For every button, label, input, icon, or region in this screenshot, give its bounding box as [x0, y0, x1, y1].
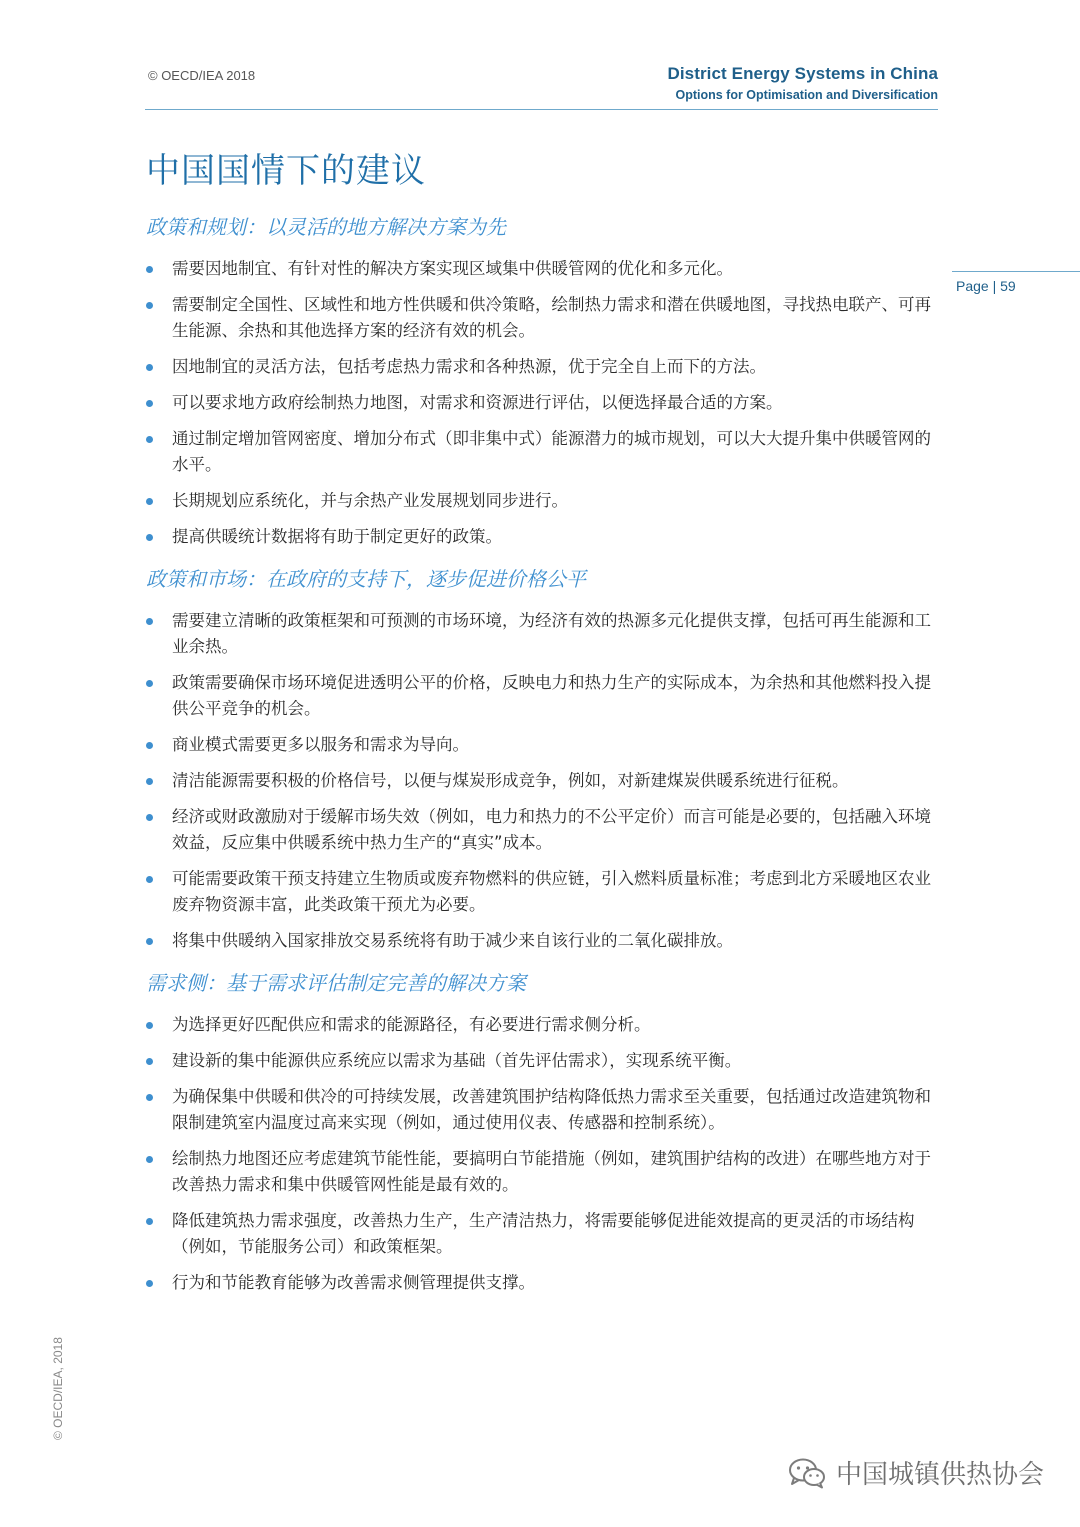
section-heading: 政策和规划：以灵活的地方解决方案为先	[146, 215, 506, 239]
list-item: 降低建筑热力需求强度，改善热力生产，生产清洁热力，将需要能够促进能效提高的更灵活的市场结构（例如，节能服务公司）和政策框架。	[146, 1208, 942, 1260]
list-item: 需要因地制宜、有针对性的解决方案实现区域集中供暖管网的优化和多元化。	[146, 256, 942, 282]
bullet-icon	[146, 1058, 153, 1065]
document-title: District Energy Systems in China	[667, 64, 938, 83]
bullet-icon	[146, 302, 153, 309]
wechat-icon	[788, 1457, 826, 1489]
bullet-icon	[146, 1094, 153, 1101]
section-policy-planning	[146, 212, 942, 550]
list-item: 建设新的集中能源供应系统应以需求为基础（首先评估需求），实现系统平衡。	[146, 1048, 942, 1074]
list-item: 需要制定全国性、区域性和地方性供暖和供冷策略，绘制热力需求和潜在供暖地图，寻找热电联产、可再生能源、余热和其他选择方案的经济有效的机会。	[146, 292, 942, 344]
bullet-icon	[146, 1280, 153, 1287]
bullet-icon	[146, 680, 153, 687]
list-item: 清洁能源需要积极的价格信号，以便与煤炭形成竞争，例如，对新建煤炭供暖系统进行征税。	[146, 768, 942, 794]
bullet-list	[146, 608, 942, 954]
section-demand-side	[146, 968, 942, 1296]
bullet-icon	[146, 436, 153, 443]
list-item: 行为和节能教育能够为改善需求侧管理提供支撑。	[146, 1270, 942, 1296]
bullet-icon	[146, 618, 153, 625]
bullet-icon	[146, 778, 153, 785]
document-header	[667, 64, 938, 102]
list-item: 提高供暖统计数据将有助于制定更好的政策。	[146, 524, 942, 550]
bullet-list	[146, 256, 942, 550]
bullet-icon	[146, 1218, 153, 1225]
list-item: 需要建立清晰的政策框架和可预测的市场环境，为经济有效的热源多元化提供支撑，包括可再生能源和工业余热。	[146, 608, 942, 660]
list-item: 政策需要确保市场环境促进透明公平的价格，反映电力和热力生产的实际成本，为余热和其他燃料投入提供公平竞争的机会。	[146, 670, 942, 722]
page-number: Page | 59	[956, 278, 1016, 294]
list-item: 为选择更好匹配供应和需求的能源路径，有必要进行需求侧分析。	[146, 1012, 942, 1038]
list-item: 可以要求地方政府绘制热力地图，对需求和资源进行评估，以便选择最合适的方案。	[146, 390, 942, 416]
bullet-icon	[146, 814, 153, 821]
bullet-icon	[146, 400, 153, 407]
list-item: 绘制热力地图还应考虑建筑节能性能，要搞明白节能措施（例如，建筑围护结构的改进）在哪些地方对于改善热力需求和集中供暖管网性能是最有效的。	[146, 1146, 942, 1198]
page-number-divider	[952, 271, 1080, 272]
list-item: 将集中供暖纳入国家排放交易系统将有助于减少来自该行业的二氧化碳排放。	[146, 928, 942, 954]
list-item: 为确保集中供暖和供冷的可持续发展，改善建筑围护结构降低热力需求至关重要，包括通过改造建筑物和限制建筑室内温度过高来实现（例如，通过使用仪表、传感器和控制系统）。	[146, 1084, 942, 1136]
list-item: 通过制定增加管网密度、增加分布式（即非集中式）能源潜力的城市规划，可以大大提升集中供暖管网的水平。	[146, 426, 942, 478]
bullet-icon	[146, 742, 153, 749]
bullet-icon	[146, 364, 153, 371]
section-heading: 政策和市场：在政府的支持下，逐步促进价格公平	[146, 567, 586, 591]
document-subtitle: Options for Optimisation and Diversification	[675, 88, 938, 102]
bullet-list	[146, 1012, 942, 1296]
page-content	[146, 212, 942, 1310]
bullet-icon	[146, 534, 153, 541]
list-item: 可能需要政策干预支持建立生物质或废弃物燃料的供应链，引入燃料质量标准；考虑到北方采暖地区农业废弃物资源丰富，此类政策干预尤为必要。	[146, 866, 942, 918]
watermark-text: 中国城镇供热协会	[835, 1460, 1044, 1490]
list-item: 因地制宜的灵活方法，包括考虑热力需求和各种热源，优于完全自上而下的方法。	[146, 354, 942, 380]
header-copyright: © OECD/IEA 2018	[148, 68, 256, 83]
list-item: 长期规划应系统化，并与余热产业发展规划同步进行。	[146, 488, 942, 514]
wechat-watermark	[788, 1454, 1044, 1491]
bullet-icon	[146, 876, 153, 883]
bullet-icon	[146, 1156, 153, 1163]
header-divider	[145, 109, 938, 110]
list-item: 经济或财政激励对于缓解市场失效（例如，电力和热力的不公平定价）而言可能是必要的，包括融入环境效益，反应集中供暖系统中热力生产的“真实”成本。	[146, 804, 942, 856]
section-heading: 需求侧：基于需求评估制定完善的解决方案	[146, 971, 526, 995]
side-copyright: © OECD/IEA, 2018	[51, 1337, 65, 1440]
bullet-icon	[146, 1022, 153, 1029]
list-item: 商业模式需要更多以服务和需求为导向。	[146, 732, 942, 758]
section-policy-market	[146, 564, 942, 954]
bullet-icon	[146, 498, 153, 505]
bullet-icon	[146, 938, 153, 945]
page-title: 中国国情下的建议	[146, 151, 426, 191]
bullet-icon	[146, 266, 153, 273]
